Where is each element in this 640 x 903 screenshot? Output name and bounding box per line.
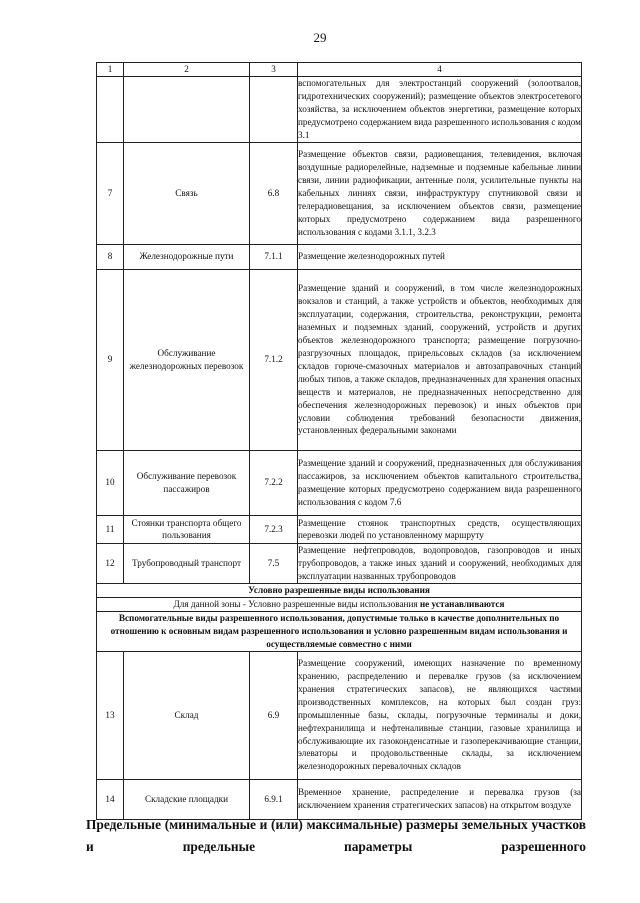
empty-cell [250, 76, 298, 142]
column-header-number: 1 [97, 63, 124, 77]
row-code: 6.8 [250, 142, 298, 244]
row-description: Размещение железнодорожных путей [298, 244, 582, 269]
row-name: Обслуживание перевозок пассажиров [124, 450, 250, 515]
row-number: 9 [97, 269, 124, 450]
table-header-row [97, 63, 582, 77]
auxiliary-uses-title: Вспомогательные виды разрешенного использования, допустимые только в качестве дополнительных по отношению к основным видам разрешенного использования и условно разрешенным видам использования и осуществляемые совместно с ними [97, 611, 582, 651]
row-name: Складские площадки [124, 779, 250, 819]
row-description: Размещение зданий и сооружений, в том числе железнодорожных вокзалов и станций, а также устройств и объектов, необходимых для эксплуатации, содержания, строительства, реконструкции, ремонта наземных и подземных зданий, сооружений, устройств и других объектов железнодорожного транспорта; размещение погрузочно-разгрузочных площадок, прирельсовых складов (за исключением складов горюче-смазочных материалов и автозаправочных станций любых типов, а также складов, предназначенных для хранения опасных веществ и материалов, не предназначенных непосредственно для обеспечения железнодорожных перевозок) и иных объектов при условии соблюдения требований безопасности движения, установленных федеральными законами [298, 269, 582, 450]
row-number: 8 [97, 244, 124, 269]
row-code: 7.5 [250, 543, 298, 583]
row-number: 12 [97, 543, 124, 583]
row-description: вспомогательных для электростанций сооружений (золоотвалов, гидротехнических сооружений); размещение объектов электросетевого хозяйства, за исключением объектов энергетики, размещение которых предусмотрено содержанием вида разрешенного использования с кодом 3.1 [298, 76, 582, 142]
column-header-code: 3 [250, 63, 298, 77]
row-code: 7.1.1 [250, 244, 298, 269]
row-name: Обслуживание железнодорожных перевозок [124, 269, 250, 450]
row-name: Склад [124, 651, 250, 779]
section-heading: Предельные (минимальные и (или) максимальные) размеры земельных участков и предельные параметры разрешенного [86, 817, 586, 854]
table-row [97, 450, 582, 515]
table-row [97, 543, 582, 583]
row-number: 7 [97, 142, 124, 244]
table-row [97, 269, 582, 450]
conditional-note-emphasis: не устанавливаются [419, 598, 505, 609]
row-number: 11 [97, 515, 124, 543]
row-description: Временное хранение, распределение и перевалка грузов (за исключением хранения стратегических запасов) на открытом воздухе [298, 779, 582, 819]
column-header-description: 4 [298, 63, 582, 77]
column-header-name: 2 [124, 63, 250, 77]
row-number: 13 [97, 651, 124, 779]
land-use-table [96, 62, 582, 820]
empty-cell [124, 76, 250, 142]
empty-cell [97, 76, 124, 142]
conditional-uses-title: Условно разрешенные виды использования [97, 583, 582, 597]
row-name: Трубопроводный транспорт [124, 543, 250, 583]
table-row [97, 515, 582, 543]
conditional-note-text: Для данной зоны - Условно разрешенные виды использования [173, 598, 420, 609]
row-description: Размещение стоянок транспортных средств, осуществляющих перевозки людей по установленному маршруту [298, 515, 582, 543]
row-description: Размещение нефтепроводов, водопроводов, газопроводов и иных трубопроводов, а также иных зданий и сооружений, необходимых для эксплуатации названных трубопроводов [298, 543, 582, 583]
row-name: Железнодорожные пути [124, 244, 250, 269]
row-code: 7.2.2 [250, 450, 298, 515]
row-description: Размещение сооружений, имеющих назначение по временному хранению, распределению и перевалке грузов (за исключением хранения стратегических запасов), не являющихся частями производственных комплексов, на которых был создан груз: промышленные базы, склады, погрузочные терминалы и доки, нефтехранилища и нефтеналивные станции, газовые хранилища и обслуживающие их газоконденсатные и газоперекачивающие станции, элеваторы и продовольственные склады, за исключением железнодорожных перевалочных складов [298, 651, 582, 779]
row-description: Размещение зданий и сооружений, предназначенных для обслуживания пассажиров, за исключением объектов капитального строительства, размещение которых предусмотрено содержанием вида разрешенного использования с кодом 7.6 [298, 450, 582, 515]
row-code: 7.1.2 [250, 269, 298, 450]
table-row [97, 142, 582, 244]
section-title-row [97, 611, 582, 651]
row-number: 10 [97, 450, 124, 515]
table-row [97, 244, 582, 269]
section-note-row [97, 597, 582, 611]
row-code: 7.2.3 [250, 515, 298, 543]
page-number: 29 [313, 30, 327, 45]
section-title-row [97, 583, 582, 597]
row-name: Стоянки транспорта общего пользования [124, 515, 250, 543]
row-name: Связь [124, 142, 250, 244]
row-code: 6.9.1 [250, 779, 298, 819]
row-description: Размещение объектов связи, радиовещания, телевидения, включая воздушные радиорелейные, надземные и подземные кабельные линии связи, линии радиофикации, антенные поля, усилительные пункты на кабельных линиях связи, инфраструктуру спутниковой связи и телерадиовещания, за исключением объектов связи, размещение которых предусмотрено содержанием вида разрешенного использования с кодами 3.1.1, 3.2.3 [298, 142, 582, 244]
table-row [97, 651, 582, 779]
conditional-uses-note [97, 597, 582, 611]
row-number: 14 [97, 779, 124, 819]
row-code: 6.9 [250, 651, 298, 779]
table-row-continuation [97, 76, 582, 142]
